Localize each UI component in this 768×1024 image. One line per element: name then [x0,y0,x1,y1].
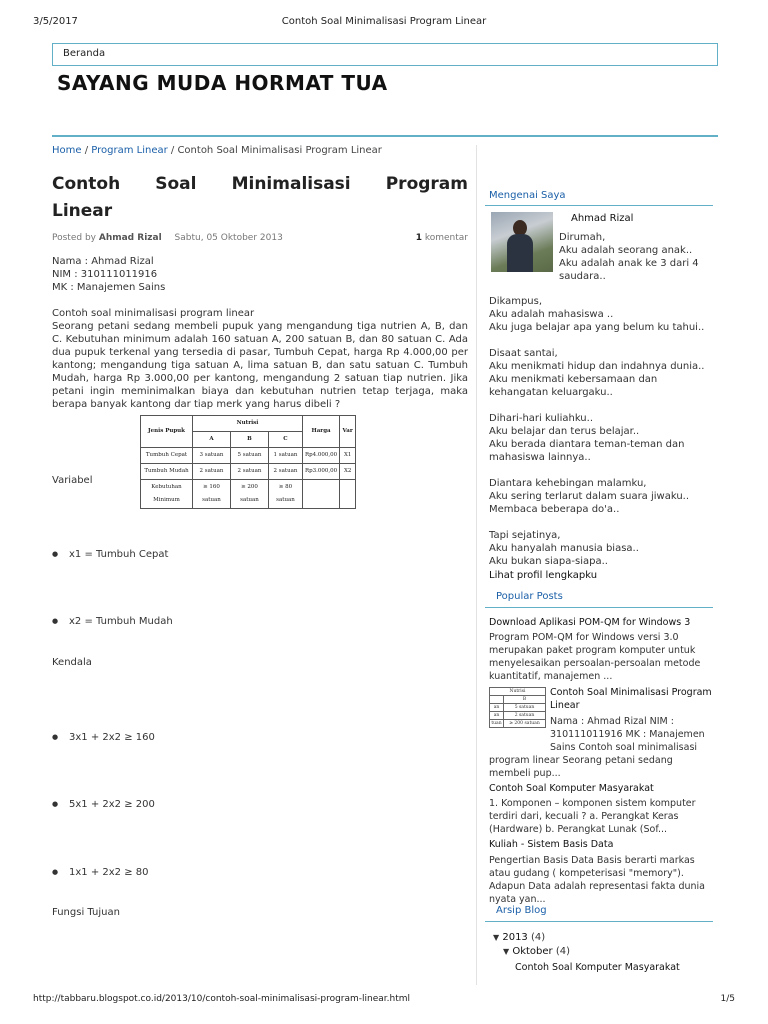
thumbnail-cell: an [490,712,504,720]
post-body [52,255,468,509]
bullet-dot-icon: ● [52,800,59,808]
avatar-torso [507,234,533,272]
post-date: Sabtu, 05 Oktober 2013 [174,233,283,243]
archive-year-count: (4) [530,932,546,943]
blog-title[interactable]: SAYANG MUDA HORMAT TUA [57,71,388,95]
popular-post-snippet: program linear Seorang petani sedang membeli pup... [489,755,673,779]
breadcrumb [52,145,468,159]
bio-line: Tapi sejatinya, [489,530,561,541]
table-cell: Rp3.000,00 [303,464,340,480]
profile-avatar[interactable] [491,212,553,272]
popular-post-snippet: Nama : Ahmad Rizal NIM : 310111011916 MK : Manajemen Sains Contoh soal minimalisasi [550,716,705,753]
thumbnail-cell: an [490,704,504,712]
list-item-text: 3x1 + 2x2 ≥ 160 [69,732,155,743]
thumbnail-cell: tuan [491,721,502,726]
triangle-down-icon[interactable]: ▼ [493,933,500,942]
header-divider [52,135,718,137]
list-item [52,616,173,627]
table-cell: 2 satuan [269,464,303,480]
table-cell: Tumbuh Cepat [141,448,193,464]
table-cell [340,480,356,509]
bullet-dot-icon: ● [52,550,59,558]
print-url: http://tabbaru.blogspot.co.id/2013/10/contoh-soal-minimalisasi-program-linear.html [33,994,411,1004]
list-item [52,549,168,560]
comments-link[interactable] [416,233,468,243]
breadcrumb-category-link[interactable]: Program Linear [91,145,168,156]
posted-by-label: Posted by [52,233,96,243]
thumbnail-cell: Nutrisi [490,688,546,696]
popular-post-thumbnail[interactable] [489,687,546,739]
table-cell [303,480,340,509]
post-author-link[interactable]: Ahmad Rizal [98,233,162,243]
breadcrumb-separator: / [167,145,178,156]
archive-widget-title: Arsip Blog [496,905,547,916]
sidebar [476,145,718,985]
post-meta [52,233,468,247]
table-cell: ≥ 160 satuan [193,480,231,509]
list-item-text: 5x1 + 2x2 ≥ 200 [69,799,155,810]
bio-line: Aku adalah seorang anak.. [559,245,693,256]
top-navbar [52,43,718,66]
table-cell: Kebutuhan Minimum [141,480,193,509]
list-item [52,732,155,743]
main-column [52,145,468,509]
bio-line: Disaat santai, [489,348,558,359]
bio-line: Aku bukan siapa-siapa.. [489,556,608,567]
popular-post-link[interactable]: Contoh Soal Minimalisasi Program Linear [550,687,712,711]
popular-post-link[interactable]: Kuliah - Sistem Basis Data [489,839,614,850]
bio-line: Aku adalah mahasiswa .. [489,309,614,320]
kendala-heading: Kendala [52,657,92,668]
bio-line: Aku adalah anak ke 3 dari 4 saudara.. [559,258,699,282]
table-header-harga: Harga [303,416,340,448]
bullet-dot-icon: ● [52,733,59,741]
bio-line: Aku hanyalah manusia biasa.. [489,543,639,554]
table-header-var: Var [340,416,356,448]
archive-month-item[interactable] [503,945,729,958]
bio-line: Aku menikmati hidup dan indahnya dunia.. [489,361,705,372]
nav-home-link[interactable]: Beranda [63,48,106,59]
thumbnail-cell: ≥ 200 satuan [504,720,546,728]
bio-line: Dikampus, [489,296,543,307]
triangle-down-icon[interactable]: ▼ [503,947,510,956]
print-page-number: 1/5 [720,994,735,1004]
popular-post-snippet: 1. Komponen – komponen sistem komputer terdiri dari, kecuali ? a. Perangkat Keras (Hardware) b. Perangkat Lunak (Sof... [489,798,696,835]
archive-post-link[interactable]: Contoh Soal Komputer Masyarakat [515,962,680,973]
bullet-dot-icon: ● [52,617,59,625]
thumbnail-cell: 2 satuan [504,712,546,720]
table-row [141,464,356,480]
list-item [52,867,148,878]
bio-line: Dirumah, [559,232,606,243]
widget-divider [485,607,713,608]
table-cell: 2 satuan [231,464,269,480]
list-item-text: x1 = Tumbuh Cepat [69,549,169,560]
table-cell: ≥ 200 satuan [231,480,269,509]
table-cell: X2 [340,464,356,480]
fungsi-tujuan-heading: Fungsi Tujuan [52,907,120,918]
comment-label: komentar [424,233,468,243]
breadcrumb-current: Contoh Soal Minimalisasi Program Linear [177,145,382,156]
archive-month-count: (4) [555,946,571,957]
bio-line: Aku belajar dan terus belajar.. [489,426,640,437]
bio-line: Membaca beberapa do'a.. [489,504,620,515]
variabel-heading: Variabel [52,475,93,486]
list-item-text: x2 = Tumbuh Mudah [69,616,173,627]
bio-line: Aku sering terlarut dalam suara jiwaku.. [489,491,690,502]
table-cell: 2 satuan [193,464,231,480]
popular-widget-title: Popular Posts [496,591,563,602]
table-header-jenis: Jenis Pupuk [141,416,193,448]
comment-count: 1 [415,233,422,243]
author-name-line: Nama : Ahmad Rizal [52,256,154,267]
bio-line: Dihari-hari kuliahku.. [489,413,593,424]
table-header-b: B [231,432,269,448]
widget-divider [485,205,713,206]
popular-post-link[interactable]: Download Aplikasi POM-QM for Windows 3 [489,617,691,628]
table-header-c: C [269,432,303,448]
archive-year-link[interactable]: 2013 [502,932,528,943]
table-cell: Tumbuh Mudah [141,464,193,480]
table-cell: 1 satuan [269,448,303,464]
table-cell: X1 [340,448,356,464]
breadcrumb-home-link[interactable]: Home [52,145,82,156]
popular-post-snippet: Program POM-QM for Windows versi 3.0 merupakan paket program komputer untuk menyelesaikan persoalan-persoalan metode kuantitatif, manajemen ... [489,632,701,682]
profile-name-link[interactable]: Ahmad Rizal [571,213,634,224]
print-date: 3/5/2017 [33,16,78,27]
bullet-dot-icon: ● [52,868,59,876]
table-cell: Rp4.000,00 [303,448,340,464]
widget-divider [485,921,713,922]
table-cell: 5 satuan [231,448,269,464]
print-header [0,16,768,30]
post-title-line2: Linear [52,201,113,221]
post-title [52,171,468,225]
archive-year-item[interactable] [493,931,719,944]
table-row [141,480,356,509]
profile-bio-top [559,231,709,283]
table-header-nutrisi: Nutrisi [193,416,303,432]
breadcrumb-separator: / [81,145,92,156]
list-item [52,799,155,810]
nutrient-table [140,415,356,509]
thumbnail-cell: 5 satuan [504,704,546,712]
profile-bio [489,295,715,568]
author-nim-line: NIM : 310111011916 [52,269,158,280]
table-cell: ≥ 80 satuan [269,480,303,509]
profile-full-link[interactable]: Lihat profil lengkapku [489,570,598,581]
thumbnail-table [489,687,546,728]
intro-line: Contoh soal minimalisasi program linear [52,308,255,319]
bio-line: Aku juga belajar apa yang belum ku tahui.. [489,322,705,333]
popular-post-link[interactable]: Contoh Soal Komputer Masyarakat [489,783,654,794]
bio-line: Aku berada diantara teman-teman dan mahasiswa lainnya.. [489,439,685,463]
problem-paragraph: Seorang petani sedang membeli pupuk yang mengandung tiga nutrien A, B, dan C. Kebutuhan minimum adalah 160 satuan A, 200 satuan B, dan 80 satuan C. Ada dua pupuk terkenal yang tersedia di pasar, Tumbuh Cepat, harga Rp 4.000,00 per kantong; mengandung tiga satuan A, lima satuan B, dan satu satuan C. Tumbuh Mudah, harga Rp 3.000,00 per kantong, mengandung 2 satuan tiap nutrien. Jika petani ingin meminimalkan biaya dan kebutuhan nutrien tetap terjaga, maka berapa banyak kantong dar tiap merk yang harus dibeli ? [52,321,468,410]
table-cell: 3 satuan [193,448,231,464]
author-mk-line: MK : Manajemen Sains [52,282,166,293]
about-widget-title: Mengenai Saya [489,190,566,201]
bio-line: Diantara kehebingan malamku, [489,478,647,489]
post-title-line1: Contoh Soal Minimalisasi Program [52,174,468,194]
table-header-a: A [193,432,231,448]
archive-month-link[interactable]: Oktober [512,946,553,957]
popular-post-snippet: Pengertian Basis Data Basis berarti markas atau gudang ( kompeterisasi "memory"). Adapun Data adalah representasi fakta dunia nyata yan... [489,855,706,905]
table-row [141,448,356,464]
bio-line: Aku menikmati kebersamaan dan kehangatan keluargaku.. [489,374,658,398]
list-item-text: 1x1 + 2x2 ≥ 80 [69,867,149,878]
print-title: Contoh Soal Minimalisasi Program Linear [281,16,487,27]
thumbnail-cell: B [504,696,546,704]
